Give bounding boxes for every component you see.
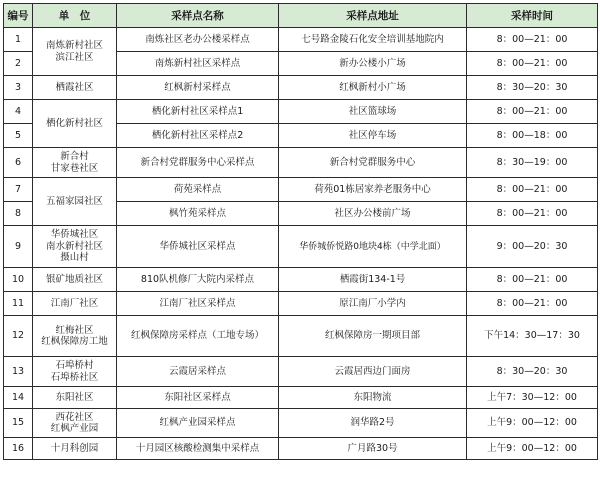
cell-site: 十月园区核酸检测集中采样点: [117, 438, 279, 460]
cell-unit: [33, 178, 117, 226]
cell-address: 东阳物流: [279, 387, 467, 409]
unit-line: 栖霞社区: [55, 81, 94, 93]
cell-no: 3: [4, 76, 33, 100]
cell-site: 810队机修厂大院内采样点: [117, 268, 279, 292]
cell-site: 红枫产业园采样点: [117, 409, 279, 438]
table-row: [4, 387, 598, 409]
cell-time: 8：00—21：00: [467, 292, 598, 316]
cell-unit: [33, 387, 117, 409]
cell-site: 红枫保障房采样点（工地专场）: [117, 316, 279, 357]
cell-address: 荷苑01栋居家养老服务中心: [279, 178, 467, 202]
cell-time: 8：00—21：00: [467, 178, 598, 202]
unit-line: 南炼新村社区: [45, 40, 103, 51]
table-row: [4, 357, 598, 387]
cell-address: 润华路2号: [279, 409, 467, 438]
table-row: [4, 268, 598, 292]
cell-no: 15: [4, 409, 33, 438]
cell-unit: [33, 438, 117, 460]
cell-no: 16: [4, 438, 33, 460]
cell-site: 荷苑采样点: [117, 178, 279, 202]
unit-line: 五福家园社区: [45, 195, 103, 207]
cell-no: 5: [4, 124, 33, 148]
unit-line: 石埠桥社区: [50, 371, 99, 383]
cell-time: 8：30—19：00: [467, 148, 598, 178]
cell-no: 4: [4, 100, 33, 124]
cell-unit: [33, 292, 117, 316]
cell-time: 8：00—18：00: [467, 124, 598, 148]
cell-no: 9: [4, 226, 33, 268]
cell-time: 8：30—20：30: [467, 357, 598, 387]
table-row: [4, 409, 598, 438]
cell-site: 南炼社区老办公楼采样点: [117, 28, 279, 52]
cell-time: 8：00—21：00: [467, 28, 598, 52]
cell-address: 七号路金陵石化安全培训基地院内: [279, 28, 467, 52]
cell-unit: [33, 100, 117, 148]
table-row: [4, 28, 598, 52]
unit-line: 西花社区: [55, 411, 94, 423]
cell-no: 10: [4, 268, 33, 292]
cell-site: 江南厂社区采样点: [117, 292, 279, 316]
table-row: [4, 178, 598, 202]
unit-line: 栖化新村社区: [45, 117, 103, 129]
unit-line: 十月科创园: [50, 442, 99, 454]
cell-unit: [33, 409, 117, 438]
cell-address: 红枫保障房一期项目部: [279, 316, 467, 357]
header-address: 采样点地址: [279, 4, 467, 28]
cell-site: 云霞居采样点: [117, 357, 279, 387]
cell-no: 8: [4, 202, 33, 226]
table-row: [4, 438, 598, 460]
cell-unit: [33, 148, 117, 178]
cell-time: 上午9：00—12：00: [467, 409, 598, 438]
cell-time: 8：00—21：00: [467, 52, 598, 76]
cell-no: 12: [4, 316, 33, 357]
unit-line: 红枫产业园: [50, 423, 99, 434]
unit-line: 摄山村: [60, 252, 89, 264]
unit-line: 银矿地质社区: [45, 273, 103, 285]
cell-unit: [33, 76, 117, 100]
unit-line: 滨江社区: [55, 51, 94, 63]
header-site: 采样点名称: [117, 4, 279, 28]
unit-line: 南水新村社区: [45, 240, 103, 252]
cell-no: 2: [4, 52, 33, 76]
cell-unit: [33, 268, 117, 292]
cell-site: 华侨城社区采样点: [117, 226, 279, 268]
cell-unit: [33, 357, 117, 387]
cell-no: 13: [4, 357, 33, 387]
cell-address: 社区办公楼前广场: [279, 202, 467, 226]
cell-no: 1: [4, 28, 33, 52]
unit-line: 东阳社区: [55, 391, 94, 403]
cell-no: 7: [4, 178, 33, 202]
cell-address: 原江南厂小学内: [279, 292, 467, 316]
unit-line: 华侨城社区: [50, 229, 99, 241]
cell-time: 8：00—21：00: [467, 100, 598, 124]
cell-address: 新办公楼小广场: [279, 52, 467, 76]
cell-time: 上午7：30—12：00: [467, 387, 598, 409]
sampling-sites-table: [3, 3, 598, 460]
cell-address: 红枫新村小广场: [279, 76, 467, 100]
header-row: [4, 4, 598, 28]
cell-no: 14: [4, 387, 33, 409]
unit-line: 石埠桥村: [55, 360, 94, 371]
cell-time: 9：00—20：30: [467, 226, 598, 268]
cell-unit: [33, 28, 117, 76]
cell-address: 社区停车场: [279, 124, 467, 148]
table-row: [4, 226, 598, 268]
table-row: [4, 316, 598, 357]
cell-address: 广月路30号: [279, 438, 467, 460]
cell-time: 8：00—21：00: [467, 268, 598, 292]
cell-site: 新合村党群服务中心采样点: [117, 148, 279, 178]
cell-address: 华侨城侨悦路0地块4栋（中学北面）: [279, 226, 467, 268]
unit-line: 甘家巷社区: [50, 162, 99, 174]
cell-unit: [33, 226, 117, 268]
table-row: [4, 148, 598, 178]
unit-line: 新合村: [60, 151, 89, 162]
cell-site: 枫竹苑采样点: [117, 202, 279, 226]
cell-address: 云霞居西边门面房: [279, 357, 467, 387]
cell-time: 下午14：30—17：30: [467, 316, 598, 357]
cell-site: 东阳社区采样点: [117, 387, 279, 409]
cell-time: 8：30—20：30: [467, 76, 598, 100]
cell-unit: [33, 316, 117, 357]
cell-no: 11: [4, 292, 33, 316]
unit-line: 江南厂社区: [50, 297, 99, 309]
unit-line: 红梅社区: [55, 324, 94, 336]
table-row: [4, 100, 598, 124]
cell-site: 红枫新村采样点: [117, 76, 279, 100]
header-time: 采样时间: [467, 4, 598, 28]
table-row: [4, 76, 598, 100]
cell-time: 上午9：00—12：00: [467, 438, 598, 460]
cell-address: 栖霞街134-1号: [279, 268, 467, 292]
cell-time: 8：00—21：00: [467, 202, 598, 226]
cell-site: 南炼新村社区采样点: [117, 52, 279, 76]
cell-address: 新合村党群服务中心: [279, 148, 467, 178]
cell-site: 栖化新村社区采样点1: [117, 100, 279, 124]
cell-no: 6: [4, 148, 33, 178]
cell-address: 社区篮球场: [279, 100, 467, 124]
header-no: 编号: [4, 4, 33, 28]
header-unit: 单 位: [33, 4, 117, 28]
unit-line: 红枫保障房工地: [41, 336, 108, 347]
cell-site: 栖化新村社区采样点2: [117, 124, 279, 148]
table-row: [4, 292, 598, 316]
